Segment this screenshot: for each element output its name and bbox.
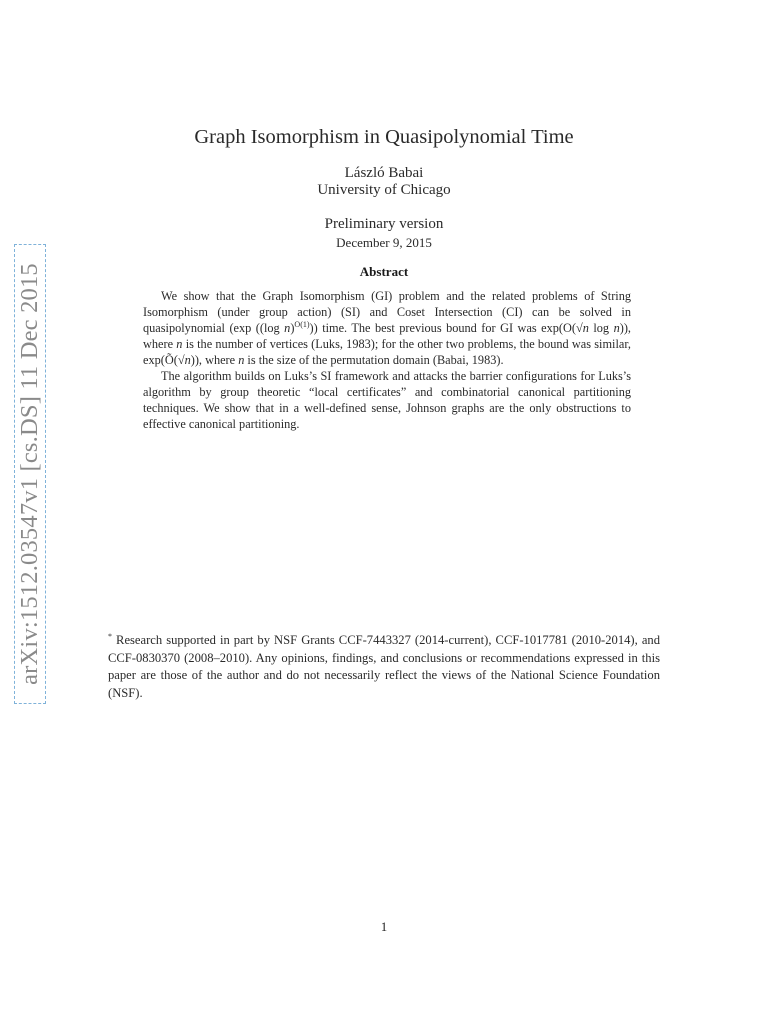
page-number: 1 bbox=[380, 920, 388, 934]
arxiv-stamp bbox=[14, 244, 46, 704]
paper-title: Graph Isomorphism in Quasipolynomial Time bbox=[194, 126, 574, 148]
author-affiliation: University of Chicago bbox=[317, 182, 451, 198]
arxiv-stamp-text: arXiv:1512.03547v1 [cs.DS] 11 Dec 2015 bbox=[16, 263, 43, 685]
footnote bbox=[108, 632, 660, 702]
abstract-paragraph-2: The algorithm builds on Luks’s SI framework and attacks the barrier configurations for Luks’s algorithm by group theoretic “local certificates” and combinatorial canonical partitioning techniques. We show that in a well-defined sense, Johnson graphs are the only obstructions to effective canonical partitioning. bbox=[143, 369, 631, 431]
version-label: Preliminary version bbox=[324, 216, 444, 232]
author-name: László Babai bbox=[344, 165, 424, 181]
abstract-heading: Abstract bbox=[359, 264, 409, 279]
footnote-text: Research supported in part by NSF Grants CCF-7443327 (2014-current), CCF-1017781 (2010-2014), and CCF-0830370 (2008–2010). Any opinions, findings, and conclusions or recommendations expressed in this paper are those of the author and do not necessarily reflect the views of the National Science Foundation (NSF). bbox=[108, 633, 660, 700]
paper-date: December 9, 2015 bbox=[336, 235, 432, 250]
abstract-paragraph-1: We show that the Graph Isomorphism (GI) problem and the related problems of String Isomorphism (under group action) (SI) and Coset Intersection (CI) can be solved in quasipolynomial (exp ((log n)$^{O(1)}$)) time. The best previous bound for GI was exp(O(√n log n)), where n is the number of vertices (Luks, 1983); for the other two problems, the bound was similar, exp(Õ(√n)), where n is the size of the permutation domain (Babai, 1983). bbox=[143, 289, 632, 367]
footnote-marker: * bbox=[108, 631, 112, 641]
abstract-body bbox=[143, 288, 631, 432]
